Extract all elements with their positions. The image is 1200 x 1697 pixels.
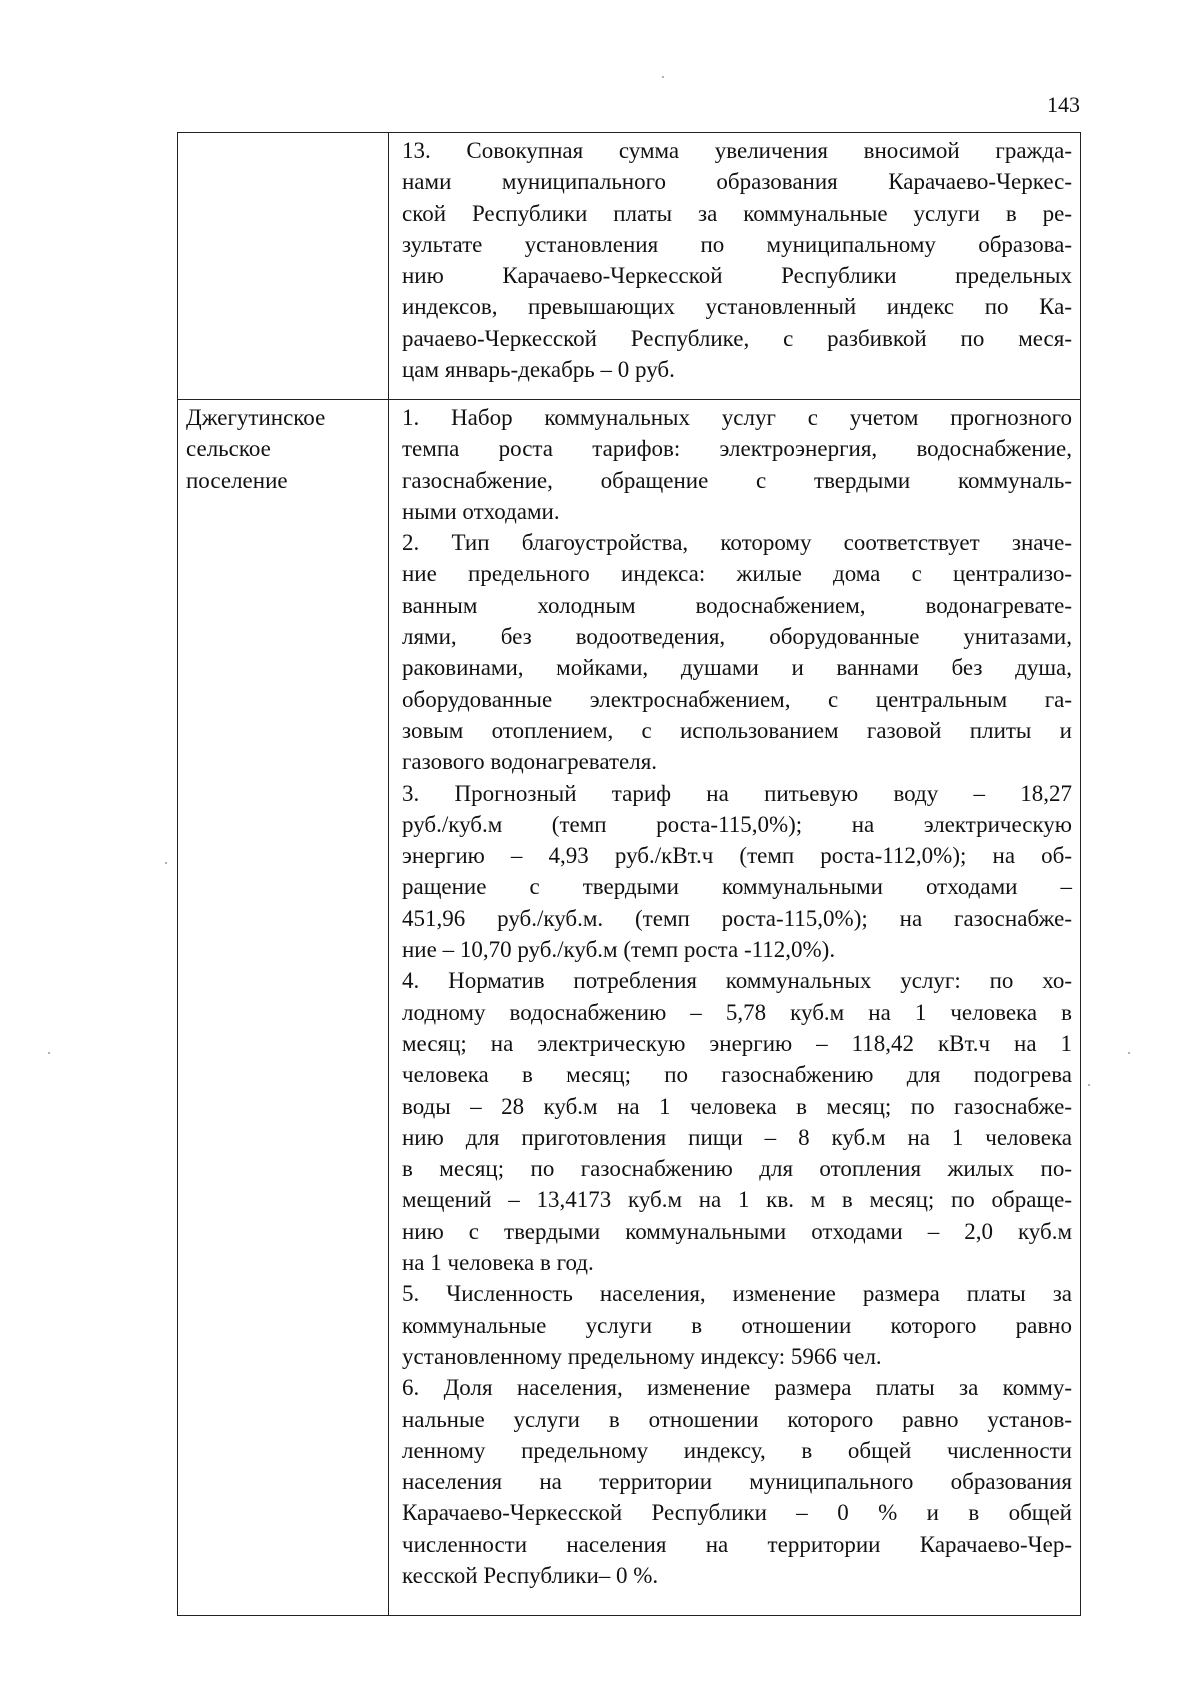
description-cell (402, 402, 1072, 1591)
text-line: лодному водоснабжению – 5,78 куб.м на 1 человека в (402, 999, 1072, 1025)
text-line: в месяц; по газоснабжению для отопления жилых по- (402, 1156, 1072, 1182)
text-line: энергию – 4,93 руб./кВт.ч (темп роста-112,0%); на об- (402, 843, 1072, 869)
text-line: коммунальные услуги в отношении которого равно (402, 1312, 1072, 1338)
text-line: зультате установления по муниципальному образова- (402, 231, 1072, 257)
document-table (177, 132, 1081, 1616)
text-line: ращение с твердыми коммунальными отходами – (402, 874, 1072, 900)
text-line: нию с твердыми коммунальными отходами – 2,0 куб.м (402, 1218, 1072, 1244)
municipality-name-line: поселение (186, 467, 288, 493)
table-row (178, 400, 1080, 1615)
page-number: 143 (1047, 92, 1080, 117)
text-line: воды – 28 куб.м на 1 человека в месяц; по газоснабже- (402, 1093, 1072, 1119)
description-cell (402, 135, 1072, 385)
text-line: ванным холодным водоснабжением, водонагревате- (402, 592, 1072, 618)
text-line: оборудованные электроснабжением, с центральным га- (402, 686, 1072, 712)
text-line: человека в месяц; по газоснабжению для подогрева (402, 1062, 1072, 1088)
municipality-cell (186, 402, 381, 496)
municipality-name-line: Джегутинское (186, 405, 326, 430)
text-line: нами муниципального образования Карачаево-Черкес- (402, 169, 1072, 195)
scan-speck (1088, 1084, 1090, 1086)
text-line: кесской Республики– 0 %. (402, 1562, 659, 1588)
text-line: рачаево-Черкесской Республике, с разбивкой по меся- (402, 325, 1072, 351)
text-line: ленному предельному индексу, в общей численности (402, 1437, 1072, 1463)
scan-speck (165, 862, 167, 864)
text-line: цам январь-декабрь – 0 руб. (402, 357, 675, 383)
scan-speck (48, 1052, 50, 1054)
text-line: раковинами, мойками, душами и ваннами без душа, (402, 655, 1072, 681)
text-line: 1. Набор коммунальных услуг с учетом прогнозного (402, 405, 1072, 430)
text-line: нию Карачаево-Черкесской Республики предельных (402, 263, 1072, 289)
column-divider (388, 133, 389, 399)
text-line: 3. Прогнозный тариф на питьевую воду – 18,27 (402, 780, 1072, 806)
text-line: ными отходами. (402, 498, 560, 524)
text-line: месяц; на электрическую энергию – 118,42 кВт.ч на 1 (402, 1030, 1072, 1056)
text-line: 5. Численность населения, изменение размера платы за (402, 1281, 1072, 1307)
text-line: руб./куб.м (темп роста-115,0%); на электрическую (402, 811, 1072, 837)
text-line: 4. Норматив потребления коммунальных услуг: по хо- (402, 968, 1072, 994)
text-line: мещений – 13,4173 куб.м на 1 кв. м в месяц; по обраще- (402, 1187, 1072, 1213)
text-line: 13. Совокупная сумма увеличения вносимой гражда- (402, 138, 1072, 163)
text-line: 451,96 руб./куб.м. (темп роста-115,0%); на газоснабже- (402, 905, 1072, 931)
text-line: 2. Тип благоустройства, которому соответствует значе- (402, 530, 1072, 556)
text-line: газоснабжение, обращение с твердыми коммуналь- (402, 467, 1072, 493)
text-line: нию для приготовления пищи – 8 куб.м на 1 человека (402, 1124, 1072, 1150)
text-line: Карачаево-Черкесской Республики – 0 % и в общей (402, 1500, 1072, 1526)
text-line: ние предельного индекса: жилые дома с централизо- (402, 561, 1072, 587)
municipality-name-line: сельское (186, 436, 271, 462)
text-line: на 1 человека в год. (402, 1250, 594, 1276)
text-line: ской Республики платы за коммунальные услуги в ре- (402, 200, 1072, 226)
text-line: нальные услуги в отношении которого равно установ- (402, 1406, 1072, 1432)
text-line: лями, без водоотведения, оборудованные унитазами, (402, 624, 1072, 650)
scan-speck (1128, 1052, 1130, 1054)
text-line: установленному предельному индексу: 5966 чел. (402, 1343, 882, 1369)
table-row (178, 133, 1080, 400)
text-line: темпа роста тарифов: электроэнергия, водоснабжение, (402, 436, 1072, 462)
text-line: 6. Доля населения, изменение размера платы за комму- (402, 1375, 1072, 1401)
text-line: газового водонагревателя. (402, 749, 658, 775)
scan-speck (662, 76, 664, 78)
text-line: численности населения на территории Карачаево-Чер- (402, 1531, 1072, 1557)
text-line: населения на территории муниципального образования (402, 1469, 1072, 1495)
text-line: ние – 10,70 руб./куб.м (темп роста -112,0%). (402, 937, 836, 963)
text-line: индексов, превышающих установленный индекс по Ка- (402, 294, 1072, 320)
text-line: зовым отоплением, с использованием газовой плиты и (402, 717, 1072, 743)
column-divider (388, 400, 389, 1615)
